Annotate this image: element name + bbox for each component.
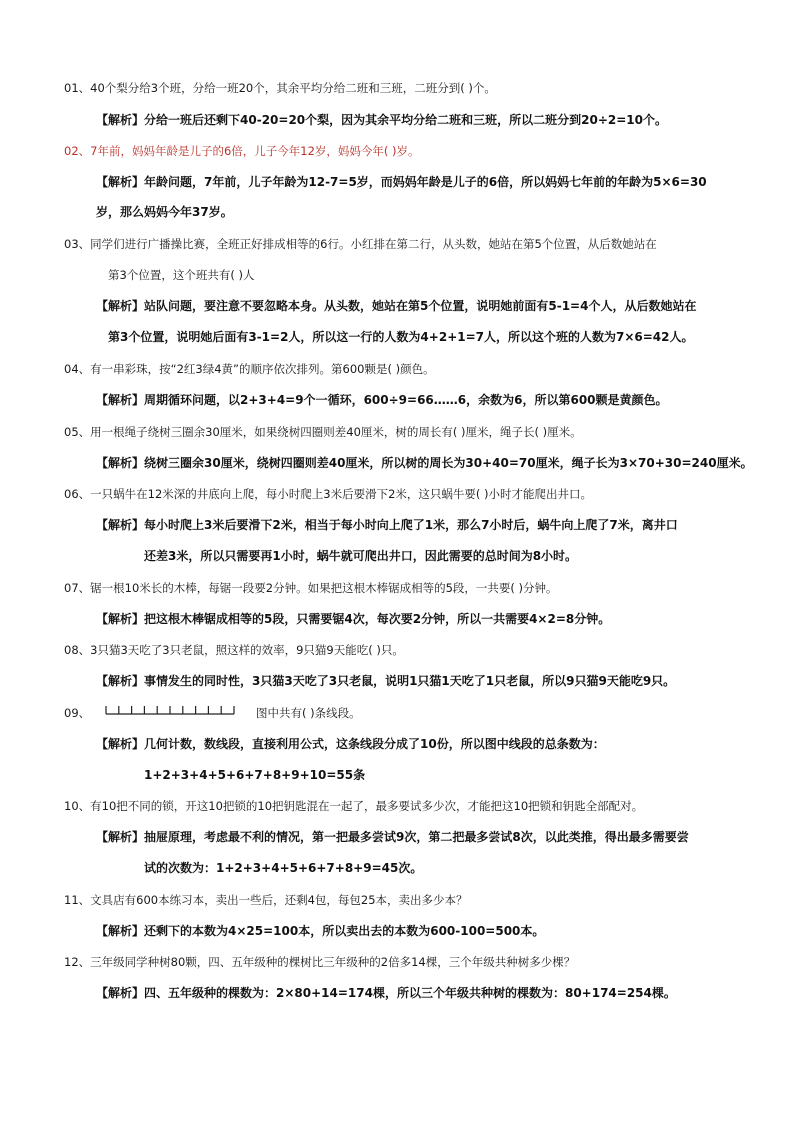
answer-text: 岁，那么妈妈今年37岁。: [96, 205, 233, 219]
answer-tag: 【解析】: [96, 175, 145, 189]
answer-07: [96, 609, 610, 629]
question-number: 03、: [64, 237, 91, 251]
answer-06: [96, 515, 678, 535]
answer-tag: 【解析】: [96, 299, 145, 313]
answer-tag: 【解析】: [96, 518, 145, 532]
answer-tag: 【解析】: [96, 393, 145, 407]
question-08: [64, 640, 404, 660]
answer-text: 还差3米，所以只需要再1小时，蜗牛就可爬出井口，因此需要的总时间为8小时。: [144, 549, 578, 563]
answer-text: 抽屉原理，考虑最不利的情况，第一把最多尝试9次，第二把最多尝试8次，以此类推，得出最多需要尝: [144, 830, 689, 844]
answer-02-cont: [96, 202, 233, 222]
question-number: 04、: [64, 362, 91, 376]
question-number: 07、: [64, 581, 91, 595]
answer-text: 把这根木棒锯成相等的5段，只需要锯4次，每次要2分钟，所以一共需要4×2=8分钟。: [144, 612, 611, 626]
question-text: 40个梨分给3个班，分给一班20个，其余平均分给二班和三班，二班分到( )个。: [90, 81, 496, 95]
answer-tag: 【解析】: [96, 830, 145, 844]
answer-text: 几何计数，数线段，直接利用公式，这条线段分成了10份，所以图中线段的总条数为：: [144, 737, 605, 751]
answer-text: 1+2+3+4+5+6+7+8+9+10=55条: [144, 768, 366, 782]
segment-figure: [104, 702, 238, 718]
answer-06-cont: [144, 546, 577, 566]
answer-tag: 【解析】: [96, 924, 145, 938]
question-09: [256, 703, 361, 723]
answer-03: [96, 296, 696, 316]
question-text: 用一根绳子绕树三圈余30厘米，如果绕树四圈则差40厘米，树的周长有( )厘米，绳子长( )厘米。: [90, 425, 582, 439]
question-text: 3只猫3天吃了3只老鼠，照这样的效率，9只猫9天能吃( )只。: [90, 643, 404, 657]
answer-text: 周期循环问题，以2+3+4=9个一循环，600÷9=66……6，余数为6，所以第600颗是黄颜色。: [144, 393, 668, 407]
answer-text: 绕树三圈余30厘米，绕树四圈则差40厘米，所以树的周长为30+40=70厘米，绳子长为3×70+30=240厘米。: [144, 456, 753, 470]
answer-text: 站队问题，要注意不要忽略本身。从头数，她站在第5个位置，说明她前面有5-1=4个人，从后数她站在: [144, 299, 697, 313]
answer-01: [96, 110, 667, 130]
question-number: 02、: [64, 144, 91, 158]
question-number: 10、: [64, 799, 91, 813]
question-04: [64, 359, 435, 379]
answer-08: [96, 671, 675, 691]
question-05: [64, 422, 582, 442]
question-number: 06、: [64, 487, 91, 501]
question-number: 09、: [64, 706, 91, 720]
answer-text: 每小时爬上3米后要滑下2米，相当于每小时向上爬了1米，那么7小时后，蜗牛向上爬了7米，离井口: [144, 518, 678, 532]
answer-tag: 【解析】: [96, 737, 145, 751]
answer-tag: 【解析】: [96, 612, 145, 626]
question-text: 有10把不同的锁，开这10把锁的10把钥匙混在一起了，最多要试多少次，才能把这10把锁和钥匙全部配对。: [90, 799, 644, 813]
answer-text: 第3个位置，说明她后面有3-1=2人，所以这一行的人数为4+2+1=7人，所以这个班的人数为7×6=42人。: [108, 330, 694, 344]
question-number: 01、: [64, 81, 91, 95]
answer-11: [96, 921, 544, 941]
question-09-number: [64, 703, 90, 723]
answer-tag: 【解析】: [96, 986, 145, 1000]
answer-tag: 【解析】: [96, 113, 145, 127]
question-01: [64, 78, 496, 98]
answer-tag: 【解析】: [96, 456, 145, 470]
answer-text: 分给一班后还剩下40-20=20个梨，因为其余平均分给二班和三班，所以二班分到20÷2=10个。: [144, 113, 668, 127]
answer-03-cont: [108, 327, 694, 347]
question-text: 三年级同学种树80颗，四、五年级种的棵树比三年级种的2倍多14棵，三个年级共种树多少棵？: [90, 955, 576, 969]
question-07: [64, 578, 558, 598]
question-03: [64, 234, 657, 254]
answer-02: [96, 172, 707, 192]
question-number: 12、: [64, 955, 91, 969]
answer-12: [96, 983, 676, 1003]
answer-09: [96, 734, 605, 754]
answer-tag: 【解析】: [96, 674, 145, 688]
question-12: [64, 952, 575, 972]
question-text: 一只蜗牛在12米深的井底向上爬，每小时爬上3米后要滑下2米，这只蜗牛要( )小时才能爬出井口。: [90, 487, 593, 501]
answer-05: [96, 453, 753, 473]
answer-text: 还剩下的本数为4×25=100本，所以卖出去的本数为600-100=500本。: [144, 924, 545, 938]
question-text: 图中共有( )条线段。: [256, 706, 361, 720]
question-text: 同学们进行广播操比赛，全班正好排成相等的6行。小红排在第二行，从头数，她站在第5个位置，从后数她站在: [90, 237, 657, 251]
answer-text: 事情发生的同时性，3只猫3天吃了3只老鼠，说明1只猫1天吃了1只老鼠，所以9只猫9天能吃9只。: [144, 674, 676, 688]
question-text: 锯一根10米长的木棒，每锯一段要2分钟。如果把这根木棒锯成相等的5段，一共要( )分钟。: [90, 581, 558, 595]
segment-ticks: [106, 706, 234, 714]
question-number: 11、: [64, 893, 91, 907]
question-11: [64, 890, 468, 910]
answer-text: 年龄问题，7年前，儿子年龄为12-7=5岁，而妈妈年龄是儿子的6倍，所以妈妈七年前的年龄为5×6=30: [144, 175, 707, 189]
question-text: 第3个位置，这个班共有( )人: [108, 268, 255, 282]
question-number: 08、: [64, 643, 91, 657]
question-text: 有一串彩珠，按“2红3绿4黄”的顺序依次排列。第600颗是( )颜色。: [90, 362, 435, 376]
question-text: 7年前，妈妈年龄是儿子的6倍，儿子今年12岁，妈妈今年( )岁。: [90, 144, 420, 158]
question-03-cont: [108, 265, 254, 285]
question-10: [64, 796, 643, 816]
answer-04: [96, 390, 668, 410]
question-06: [64, 484, 592, 504]
answer-text: 试的次数为：1+2+3+4+5+6+7+8+9=45次。: [144, 861, 423, 875]
answer-10: [96, 827, 689, 847]
answer-text: 四、五年级种的棵数为：2×80+14=174棵，所以三个年级共种树的棵数为：80+174=254棵。: [144, 986, 676, 1000]
question-text: 文具店有600本练习本，卖出一些后，还剩4包，每包25本，卖出多少本？: [90, 893, 468, 907]
answer-09-cont: [144, 765, 365, 785]
answer-10-cont: [144, 858, 422, 878]
question-02: [64, 141, 420, 161]
question-number: 05、: [64, 425, 91, 439]
